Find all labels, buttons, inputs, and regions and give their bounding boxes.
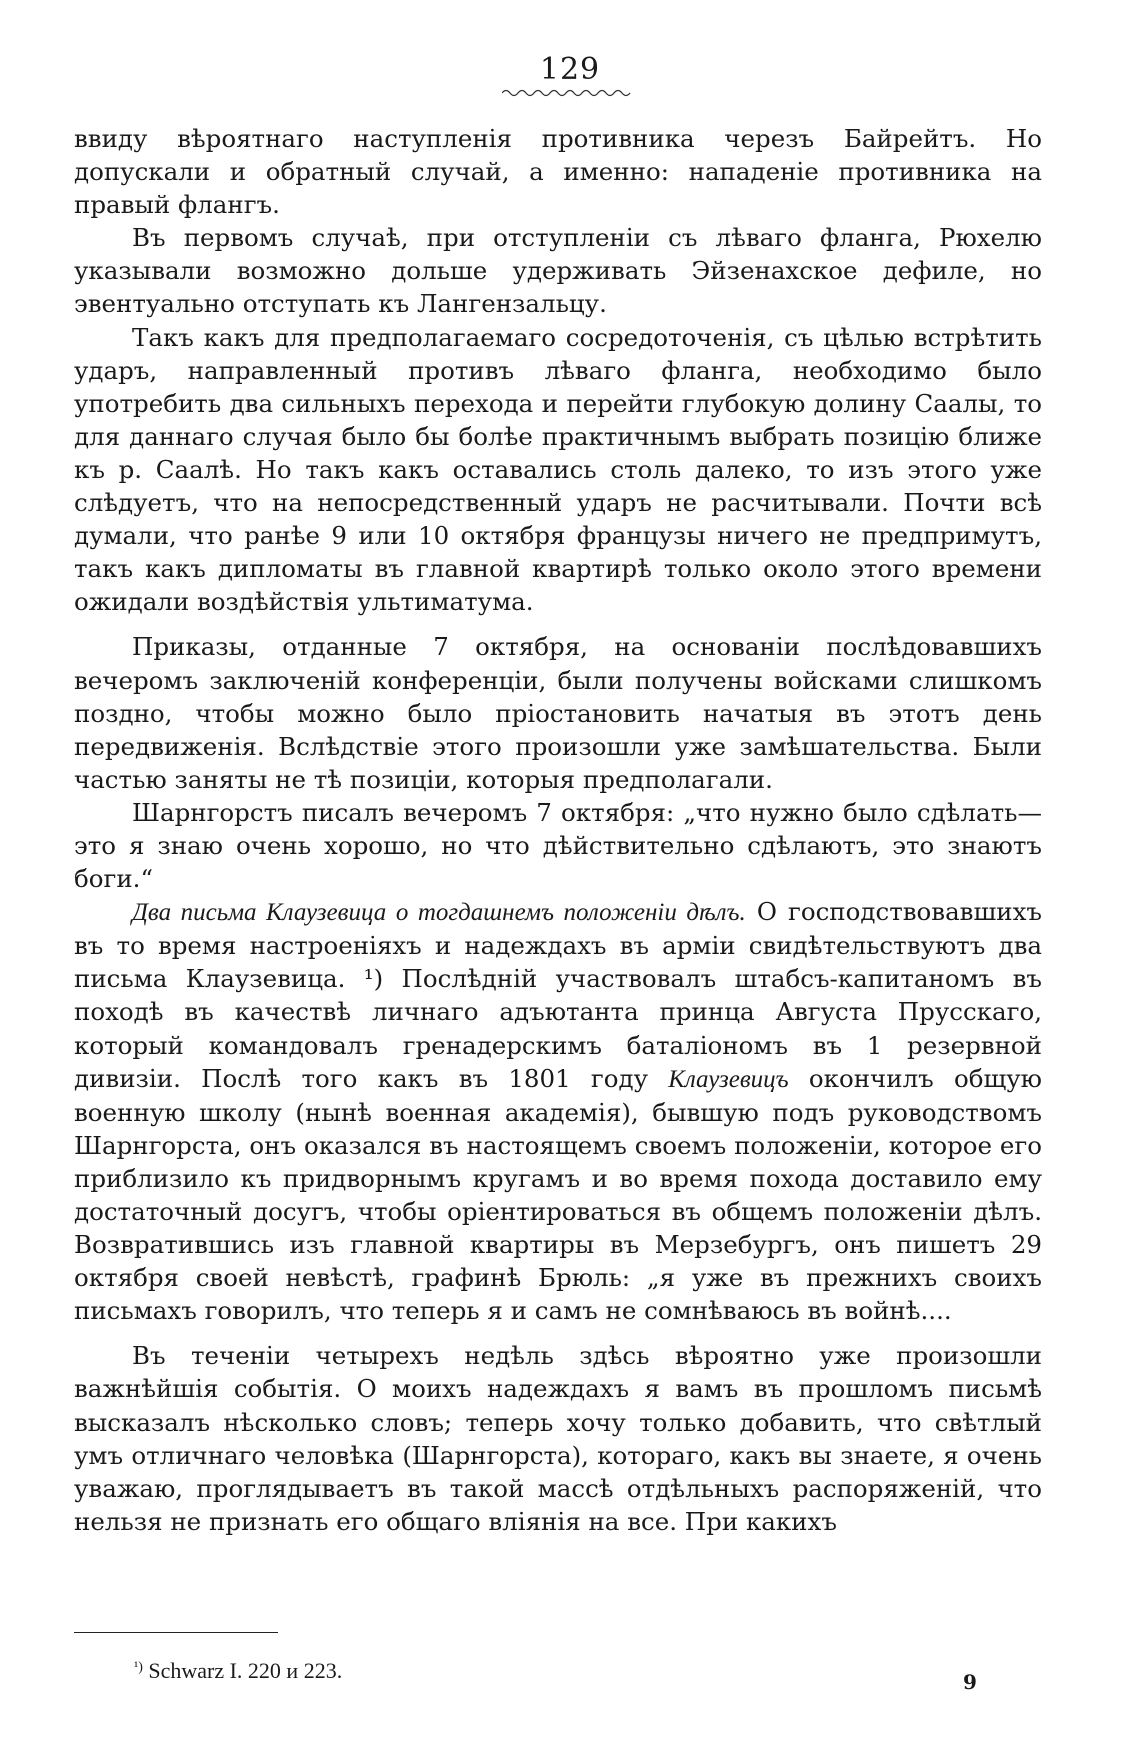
footnote-reference: ¹) [363, 964, 384, 994]
paragraph-4: Приказы, отданные 7 октября, на основаніи послѣдовавшихъ вечеромъ заключеній конференціи, были получены войсками слишкомъ поздно, чтобы можно было пріостановить начатыя въ этотъ день передвиженія. Вслѣдствіе этого произошли уже замѣшательства. Были частью заняты не тѣ позиціи, которыя предполагали. [74, 632, 1042, 794]
paragraph-7: Въ теченіи четырехъ недѣль здѣсь вѣроятно уже произошли важнѣйшія событія. О моихъ надеждахъ я вамъ въ прошломъ письмѣ высказалъ нѣсколько словъ; теперь хочу только добавить, что свѣтлый умъ отличнаго человѣка (Шарнгорста), котораго, какъ вы знаете, я очень уважаю, проглядываетъ въ такой массѣ отдѣльныхъ распоряженій, что нельзя не признать его общаго вліянія на все. При какихъ [74, 1341, 1042, 1536]
paragraph-5: Шарнгорстъ писалъ вечеромъ 7 октября: „что нужно было сдѣлать—это я знаю очень хорошо, но что дѣйствительно сдѣлаютъ, это знаютъ боги.“ [74, 797, 1042, 894]
paragraph-6-text-b: Послѣдній участвовалъ штабсъ-капитаномъ въ походѣ въ качествѣ личнаго адъютанта принца Августа Прусскаго, который командовалъ гренадерскимъ баталіономъ въ 1 резервной дивизіи. Послѣ того какъ въ 1801 году [74, 964, 1043, 1093]
paragraph-2: Въ первомъ случаѣ, при отступленіи съ лѣваго фланга, Рюхелю указывали возможно дольше удерживать Эйзенахское дефиле, но эвентуально отступать къ Лангензальцу. [74, 223, 1042, 319]
footnote-mark: ¹) [134, 1660, 143, 1675]
footnote-text: Schwarz I. 220 и 223. [142, 1658, 343, 1683]
footnote-divider [74, 1632, 278, 1633]
paragraph-3: Такъ какъ для предполагаемаго сосредоточенія, съ цѣлью встрѣтить ударъ, направленный противъ лѣваго фланга, необходимо было употребить два сильныхъ перехода и перейти глубокую долину Саалы, то для даннаго случая было бы болѣе практичнымъ выбрать позицію ближе къ р. Саалѣ. Но такъ какъ оставались столь далеко, то изъ этого уже слѣдуетъ, что на непосредственный ударъ не расчитывали. Почти всѣ думали, что ранѣе 9 или 10 октября французы ничего не предпримутъ, такъ какъ дипломаты въ главной квартирѣ только около этого времени ожидали воздѣйствія ультиматума. [74, 322, 1042, 617]
signature-mark: 9 [963, 1670, 977, 1694]
paragraph-6-text-c: окончилъ общую военную школу (нынѣ военная академія), бывшую подъ руководствомъ Шарнгорста, онъ оказался въ настоящемъ своемъ положеніи, которое его приблизило къ придворнымъ кругамъ и во время похода доставило ему достаточный досугъ, чтобы оріентироваться въ общемъ положеніи дѣлъ. Возвратившись изъ главной квартиры въ Мерзебургъ, онъ пишетъ 29 октября своей невѣстѣ, графинѣ Брюль: „я уже въ прежнихъ своихъ письмахъ говорилъ, что теперь я и самъ не сомнѣваюсь въ войнѣ.... [74, 1063, 1042, 1326]
paragraph-6-text-a: О господствовавшихъ въ то время настроеніяхъ и надеждахъ въ арміи свидѣтельствуютъ два письма Клаузевица. [74, 897, 1042, 994]
name-clausewitz: Клаузевицъ [668, 1065, 789, 1093]
footnote [134, 1658, 342, 1684]
wavy-ornament-icon [502, 88, 632, 98]
paragraph-1: ввиду вѣроятнаго наступленія противника черезъ Байрейтъ. Но допускали и обратный случай, а именно: нападеніе противника на правый флангъ. [74, 124, 1042, 220]
paragraph-6 [74, 895, 1042, 1327]
body-text [74, 122, 1042, 1538]
page-number: 129 [539, 52, 601, 87]
section-heading: Два письма Клаузевица о тогдашнемъ положеніи дѣлъ. [132, 899, 746, 927]
